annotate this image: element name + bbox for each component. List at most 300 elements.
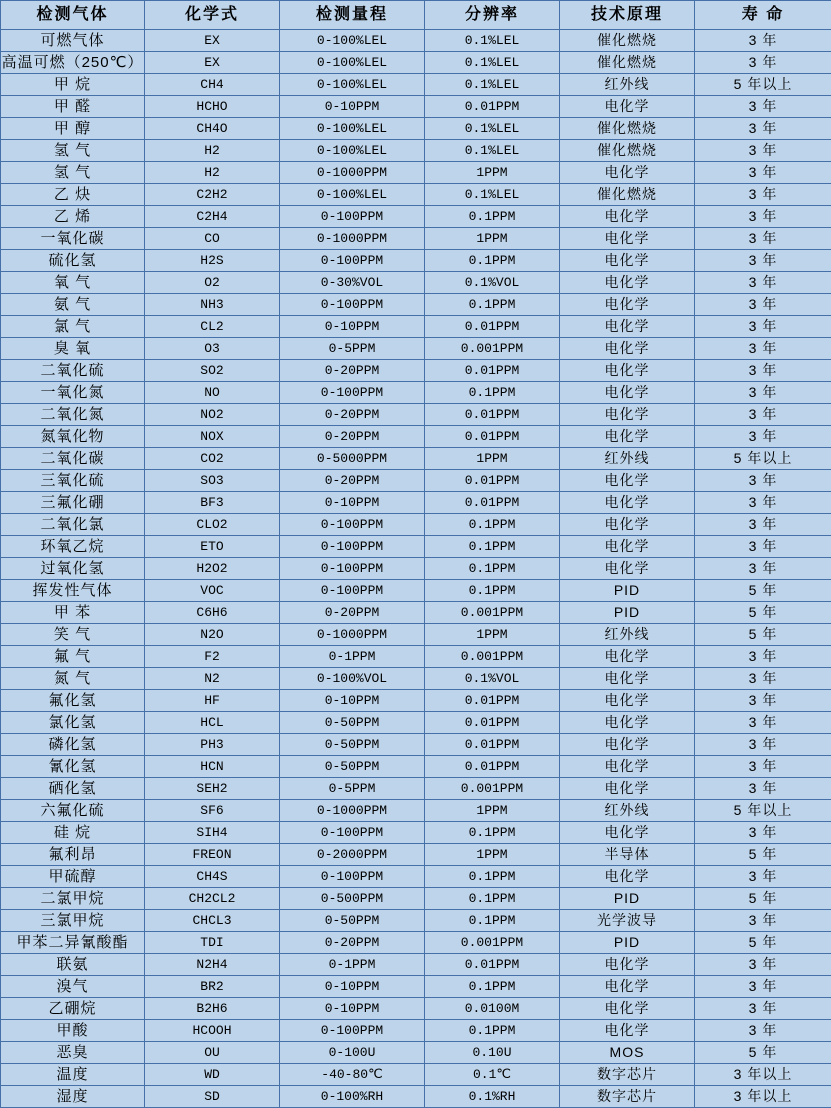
cell-gas: 氯 气 bbox=[1, 316, 145, 338]
cell-principle: 电化学 bbox=[560, 734, 695, 756]
table-row bbox=[1, 602, 831, 624]
cell-resolution: 0.1PPM bbox=[425, 206, 560, 228]
cell-formula: H2S bbox=[145, 250, 280, 272]
cell-formula: CH4O bbox=[145, 118, 280, 140]
cell-life: 3 年 bbox=[695, 558, 831, 580]
cell-formula: TDI bbox=[145, 932, 280, 954]
cell-resolution: 1PPM bbox=[425, 844, 560, 866]
cell-formula: FREON bbox=[145, 844, 280, 866]
cell-principle: 催化燃烧 bbox=[560, 118, 695, 140]
cell-gas: 氰化氢 bbox=[1, 756, 145, 778]
cell-principle: 红外线 bbox=[560, 448, 695, 470]
cell-formula: CH2CL2 bbox=[145, 888, 280, 910]
cell-gas: 氯化氢 bbox=[1, 712, 145, 734]
cell-formula: EX bbox=[145, 52, 280, 74]
cell-formula: PH3 bbox=[145, 734, 280, 756]
cell-range: 0-1000PPM bbox=[280, 624, 425, 646]
cell-life: 3 年 bbox=[695, 690, 831, 712]
cell-range: 0-5000PPM bbox=[280, 448, 425, 470]
cell-range: 0-5PPM bbox=[280, 338, 425, 360]
cell-principle: 红外线 bbox=[560, 800, 695, 822]
cell-range: 0-20PPM bbox=[280, 360, 425, 382]
cell-principle: 数字芯片 bbox=[560, 1064, 695, 1086]
cell-resolution: 0.1%LEL bbox=[425, 30, 560, 52]
cell-formula: VOC bbox=[145, 580, 280, 602]
table-row bbox=[1, 580, 831, 602]
cell-formula: NOX bbox=[145, 426, 280, 448]
table-row bbox=[1, 954, 831, 976]
cell-resolution: 0.01PPM bbox=[425, 426, 560, 448]
cell-gas: 三氟化硼 bbox=[1, 492, 145, 514]
cell-life: 5 年以上 bbox=[695, 800, 831, 822]
cell-life: 3 年 bbox=[695, 272, 831, 294]
cell-formula: WD bbox=[145, 1064, 280, 1086]
cell-gas: 溴气 bbox=[1, 976, 145, 998]
column-header-gas: 检测气体 bbox=[1, 1, 145, 30]
table-row bbox=[1, 316, 831, 338]
cell-formula: SF6 bbox=[145, 800, 280, 822]
cell-life: 5 年 bbox=[695, 888, 831, 910]
cell-gas: 联氨 bbox=[1, 954, 145, 976]
cell-formula: H2 bbox=[145, 162, 280, 184]
cell-formula: NO2 bbox=[145, 404, 280, 426]
cell-life: 3 年 bbox=[695, 30, 831, 52]
cell-range: 0-100U bbox=[280, 1042, 425, 1064]
cell-formula: SEH2 bbox=[145, 778, 280, 800]
cell-resolution: 0.001PPM bbox=[425, 778, 560, 800]
cell-range: 0-100%LEL bbox=[280, 30, 425, 52]
cell-formula: BR2 bbox=[145, 976, 280, 998]
cell-gas: 氟 气 bbox=[1, 646, 145, 668]
cell-life: 5 年以上 bbox=[695, 74, 831, 96]
cell-range: 0-20PPM bbox=[280, 404, 425, 426]
cell-formula: H2 bbox=[145, 140, 280, 162]
table-row bbox=[1, 492, 831, 514]
table-row bbox=[1, 52, 831, 74]
cell-principle: 红外线 bbox=[560, 624, 695, 646]
cell-resolution: 0.01PPM bbox=[425, 756, 560, 778]
cell-range: 0-100PPM bbox=[280, 294, 425, 316]
cell-range: 0-100PPM bbox=[280, 1020, 425, 1042]
cell-gas: 笑 气 bbox=[1, 624, 145, 646]
cell-life: 3 年 bbox=[695, 668, 831, 690]
cell-formula: B2H6 bbox=[145, 998, 280, 1020]
cell-range: 0-5PPM bbox=[280, 778, 425, 800]
cell-formula: F2 bbox=[145, 646, 280, 668]
cell-gas: 环氧乙烷 bbox=[1, 536, 145, 558]
cell-range: 0-50PPM bbox=[280, 910, 425, 932]
cell-resolution: 0.1PPM bbox=[425, 866, 560, 888]
cell-range: 0-500PPM bbox=[280, 888, 425, 910]
cell-range: 0-50PPM bbox=[280, 756, 425, 778]
cell-formula: HCL bbox=[145, 712, 280, 734]
cell-range: 0-50PPM bbox=[280, 712, 425, 734]
table-row bbox=[1, 272, 831, 294]
table-row bbox=[1, 910, 831, 932]
cell-resolution: 0.01PPM bbox=[425, 712, 560, 734]
cell-principle: PID bbox=[560, 932, 695, 954]
cell-range: 0-100PPM bbox=[280, 206, 425, 228]
table-row bbox=[1, 888, 831, 910]
cell-formula: HCN bbox=[145, 756, 280, 778]
cell-life: 3 年以上 bbox=[695, 1086, 831, 1108]
cell-resolution: 1PPM bbox=[425, 448, 560, 470]
cell-gas: 过氧化氢 bbox=[1, 558, 145, 580]
table-row bbox=[1, 382, 831, 404]
cell-formula: CLO2 bbox=[145, 514, 280, 536]
cell-principle: 红外线 bbox=[560, 74, 695, 96]
cell-range: 0-100%LEL bbox=[280, 74, 425, 96]
cell-principle: 电化学 bbox=[560, 272, 695, 294]
column-header-life: 寿 命 bbox=[695, 1, 831, 30]
cell-life: 3 年 bbox=[695, 206, 831, 228]
cell-life: 5 年 bbox=[695, 624, 831, 646]
cell-life: 5 年 bbox=[695, 844, 831, 866]
cell-life: 5 年以上 bbox=[695, 448, 831, 470]
table-row bbox=[1, 1042, 831, 1064]
cell-life: 3 年 bbox=[695, 250, 831, 272]
cell-gas: 二氧化硫 bbox=[1, 360, 145, 382]
cell-resolution: 0.1PPM bbox=[425, 536, 560, 558]
table-row bbox=[1, 734, 831, 756]
cell-gas: 甲酸 bbox=[1, 1020, 145, 1042]
table-row bbox=[1, 294, 831, 316]
cell-life: 3 年 bbox=[695, 338, 831, 360]
table-row bbox=[1, 74, 831, 96]
table-row bbox=[1, 404, 831, 426]
cell-formula: N2 bbox=[145, 668, 280, 690]
table-row bbox=[1, 646, 831, 668]
table-row bbox=[1, 228, 831, 250]
cell-formula: C2H2 bbox=[145, 184, 280, 206]
cell-principle: MOS bbox=[560, 1042, 695, 1064]
cell-gas: 二氯甲烷 bbox=[1, 888, 145, 910]
cell-principle: 电化学 bbox=[560, 514, 695, 536]
cell-resolution: 0.1%RH bbox=[425, 1086, 560, 1108]
cell-formula: NO bbox=[145, 382, 280, 404]
cell-principle: 催化燃烧 bbox=[560, 184, 695, 206]
cell-formula: C6H6 bbox=[145, 602, 280, 624]
cell-formula: O2 bbox=[145, 272, 280, 294]
cell-principle: PID bbox=[560, 580, 695, 602]
cell-principle: 催化燃烧 bbox=[560, 52, 695, 74]
cell-formula: NH3 bbox=[145, 294, 280, 316]
column-header-range: 检测量程 bbox=[280, 1, 425, 30]
table-row bbox=[1, 1086, 831, 1108]
cell-resolution: 0.1%VOL bbox=[425, 668, 560, 690]
cell-life: 3 年 bbox=[695, 492, 831, 514]
cell-range: -40-80℃ bbox=[280, 1064, 425, 1086]
cell-formula: SO2 bbox=[145, 360, 280, 382]
cell-range: 0-100PPM bbox=[280, 536, 425, 558]
cell-resolution: 0.01PPM bbox=[425, 360, 560, 382]
cell-life: 3 年 bbox=[695, 96, 831, 118]
table-header bbox=[1, 1, 831, 30]
column-header-principle: 技术原理 bbox=[560, 1, 695, 30]
cell-life: 5 年 bbox=[695, 602, 831, 624]
cell-principle: 催化燃烧 bbox=[560, 30, 695, 52]
column-header-formula: 化学式 bbox=[145, 1, 280, 30]
cell-gas: 臭 氧 bbox=[1, 338, 145, 360]
table-row bbox=[1, 668, 831, 690]
cell-gas: 氟利昂 bbox=[1, 844, 145, 866]
table-row bbox=[1, 184, 831, 206]
cell-gas: 硒化氢 bbox=[1, 778, 145, 800]
cell-resolution: 0.1PPM bbox=[425, 976, 560, 998]
cell-resolution: 0.01PPM bbox=[425, 470, 560, 492]
cell-range: 0-100%LEL bbox=[280, 140, 425, 162]
cell-resolution: 0.1%LEL bbox=[425, 184, 560, 206]
cell-range: 0-100%RH bbox=[280, 1086, 425, 1108]
cell-range: 0-1PPM bbox=[280, 954, 425, 976]
cell-range: 0-100%LEL bbox=[280, 118, 425, 140]
table-row bbox=[1, 140, 831, 162]
cell-resolution: 0.01PPM bbox=[425, 404, 560, 426]
cell-formula: CL2 bbox=[145, 316, 280, 338]
table-row bbox=[1, 426, 831, 448]
cell-formula: SD bbox=[145, 1086, 280, 1108]
cell-life: 3 年 bbox=[695, 778, 831, 800]
cell-formula: HF bbox=[145, 690, 280, 712]
cell-life: 3 年 bbox=[695, 866, 831, 888]
cell-gas: 氢 气 bbox=[1, 140, 145, 162]
cell-gas: 温度 bbox=[1, 1064, 145, 1086]
cell-principle: 电化学 bbox=[560, 690, 695, 712]
cell-gas: 乙 炔 bbox=[1, 184, 145, 206]
table-row bbox=[1, 712, 831, 734]
cell-formula: C2H4 bbox=[145, 206, 280, 228]
cell-formula: ETO bbox=[145, 536, 280, 558]
cell-gas: 恶臭 bbox=[1, 1042, 145, 1064]
cell-life: 3 年 bbox=[695, 954, 831, 976]
column-header-resolution: 分辨率 bbox=[425, 1, 560, 30]
cell-formula: SIH4 bbox=[145, 822, 280, 844]
cell-resolution: 0.1%VOL bbox=[425, 272, 560, 294]
cell-gas: 氮氧化物 bbox=[1, 426, 145, 448]
cell-range: 0-20PPM bbox=[280, 932, 425, 954]
table-row bbox=[1, 800, 831, 822]
cell-life: 3 年 bbox=[695, 470, 831, 492]
cell-principle: 电化学 bbox=[560, 228, 695, 250]
cell-range: 0-100PPM bbox=[280, 250, 425, 272]
cell-principle: 电化学 bbox=[560, 338, 695, 360]
cell-resolution: 0.10U bbox=[425, 1042, 560, 1064]
cell-principle: 电化学 bbox=[560, 162, 695, 184]
cell-range: 0-2000PPM bbox=[280, 844, 425, 866]
cell-life: 3 年 bbox=[695, 404, 831, 426]
cell-principle: 电化学 bbox=[560, 250, 695, 272]
cell-principle: PID bbox=[560, 602, 695, 624]
cell-resolution: 0.1PPM bbox=[425, 888, 560, 910]
cell-formula: CH4S bbox=[145, 866, 280, 888]
cell-principle: 催化燃烧 bbox=[560, 140, 695, 162]
cell-life: 3 年 bbox=[695, 184, 831, 206]
cell-resolution: 0.1PPM bbox=[425, 910, 560, 932]
cell-resolution: 0.1%LEL bbox=[425, 52, 560, 74]
cell-range: 0-1000PPM bbox=[280, 800, 425, 822]
cell-principle: 数字芯片 bbox=[560, 1086, 695, 1108]
cell-gas: 乙硼烷 bbox=[1, 998, 145, 1020]
cell-life: 3 年 bbox=[695, 316, 831, 338]
table-row bbox=[1, 690, 831, 712]
cell-life: 3 年 bbox=[695, 998, 831, 1020]
cell-gas: 磷化氢 bbox=[1, 734, 145, 756]
table-row bbox=[1, 536, 831, 558]
table-row bbox=[1, 778, 831, 800]
table-row bbox=[1, 206, 831, 228]
cell-range: 0-100PPM bbox=[280, 382, 425, 404]
cell-range: 0-100%LEL bbox=[280, 184, 425, 206]
cell-formula: H2O2 bbox=[145, 558, 280, 580]
table-row bbox=[1, 162, 831, 184]
cell-principle: 电化学 bbox=[560, 712, 695, 734]
table-row bbox=[1, 756, 831, 778]
table-row bbox=[1, 514, 831, 536]
cell-principle: 电化学 bbox=[560, 426, 695, 448]
cell-principle: 光学波导 bbox=[560, 910, 695, 932]
cell-range: 0-100%VOL bbox=[280, 668, 425, 690]
cell-principle: 电化学 bbox=[560, 96, 695, 118]
cell-formula: HCOOH bbox=[145, 1020, 280, 1042]
cell-gas: 一氧化氮 bbox=[1, 382, 145, 404]
cell-resolution: 0.1%LEL bbox=[425, 74, 560, 96]
cell-resolution: 1PPM bbox=[425, 800, 560, 822]
cell-principle: 电化学 bbox=[560, 404, 695, 426]
cell-resolution: 0.1PPM bbox=[425, 294, 560, 316]
cell-resolution: 0.001PPM bbox=[425, 602, 560, 624]
cell-resolution: 0.01PPM bbox=[425, 690, 560, 712]
cell-principle: 电化学 bbox=[560, 822, 695, 844]
cell-life: 3 年 bbox=[695, 228, 831, 250]
cell-range: 0-20PPM bbox=[280, 426, 425, 448]
cell-resolution: 0.01PPM bbox=[425, 954, 560, 976]
cell-range: 0-100PPM bbox=[280, 580, 425, 602]
cell-life: 3 年 bbox=[695, 52, 831, 74]
cell-life: 3 年 bbox=[695, 734, 831, 756]
cell-gas: 氨 气 bbox=[1, 294, 145, 316]
cell-resolution: 0.1PPM bbox=[425, 558, 560, 580]
cell-range: 0-100PPM bbox=[280, 822, 425, 844]
cell-principle: 半导体 bbox=[560, 844, 695, 866]
cell-gas: 湿度 bbox=[1, 1086, 145, 1108]
cell-gas: 甲 醇 bbox=[1, 118, 145, 140]
table-row bbox=[1, 998, 831, 1020]
cell-range: 0-20PPM bbox=[280, 470, 425, 492]
cell-formula: CHCL3 bbox=[145, 910, 280, 932]
cell-life: 3 年 bbox=[695, 712, 831, 734]
cell-principle: 电化学 bbox=[560, 382, 695, 404]
cell-life: 3 年 bbox=[695, 382, 831, 404]
cell-life: 3 年 bbox=[695, 140, 831, 162]
cell-principle: 电化学 bbox=[560, 646, 695, 668]
cell-formula: CH4 bbox=[145, 74, 280, 96]
cell-resolution: 0.1℃ bbox=[425, 1064, 560, 1086]
cell-principle: 电化学 bbox=[560, 998, 695, 1020]
cell-gas: 挥发性气体 bbox=[1, 580, 145, 602]
table-row bbox=[1, 470, 831, 492]
cell-range: 0-100%LEL bbox=[280, 52, 425, 74]
cell-life: 3 年 bbox=[695, 822, 831, 844]
cell-life: 5 年 bbox=[695, 580, 831, 602]
cell-principle: PID bbox=[560, 888, 695, 910]
cell-principle: 电化学 bbox=[560, 954, 695, 976]
cell-principle: 电化学 bbox=[560, 360, 695, 382]
table-row bbox=[1, 250, 831, 272]
cell-range: 0-10PPM bbox=[280, 96, 425, 118]
cell-principle: 电化学 bbox=[560, 206, 695, 228]
cell-range: 0-10PPM bbox=[280, 998, 425, 1020]
table-row bbox=[1, 30, 831, 52]
cell-range: 0-10PPM bbox=[280, 492, 425, 514]
cell-life: 3 年 bbox=[695, 536, 831, 558]
cell-resolution: 0.01PPM bbox=[425, 316, 560, 338]
cell-gas: 氧 气 bbox=[1, 272, 145, 294]
cell-gas: 二氧化碳 bbox=[1, 448, 145, 470]
cell-principle: 电化学 bbox=[560, 756, 695, 778]
cell-formula: N2O bbox=[145, 624, 280, 646]
cell-formula: OU bbox=[145, 1042, 280, 1064]
cell-principle: 电化学 bbox=[560, 536, 695, 558]
cell-range: 0-20PPM bbox=[280, 602, 425, 624]
table-row bbox=[1, 822, 831, 844]
cell-gas: 乙 烯 bbox=[1, 206, 145, 228]
cell-range: 0-1PPM bbox=[280, 646, 425, 668]
table-row bbox=[1, 932, 831, 954]
cell-gas: 甲 烷 bbox=[1, 74, 145, 96]
cell-life: 3 年 bbox=[695, 646, 831, 668]
cell-resolution: 0.01PPM bbox=[425, 734, 560, 756]
cell-gas: 氢 气 bbox=[1, 162, 145, 184]
table-row bbox=[1, 338, 831, 360]
cell-gas: 一氧化碳 bbox=[1, 228, 145, 250]
table-row bbox=[1, 844, 831, 866]
cell-resolution: 0.1%LEL bbox=[425, 118, 560, 140]
cell-principle: 电化学 bbox=[560, 668, 695, 690]
cell-resolution: 0.001PPM bbox=[425, 932, 560, 954]
cell-gas: 硫化氢 bbox=[1, 250, 145, 272]
table-row bbox=[1, 976, 831, 998]
table-row bbox=[1, 1020, 831, 1042]
table-row bbox=[1, 118, 831, 140]
cell-principle: 电化学 bbox=[560, 558, 695, 580]
cell-range: 0-10PPM bbox=[280, 690, 425, 712]
cell-range: 0-50PPM bbox=[280, 734, 425, 756]
table-row bbox=[1, 96, 831, 118]
cell-life: 3 年 bbox=[695, 910, 831, 932]
cell-principle: 电化学 bbox=[560, 976, 695, 998]
cell-life: 5 年 bbox=[695, 1042, 831, 1064]
cell-range: 0-100PPM bbox=[280, 514, 425, 536]
table-row bbox=[1, 360, 831, 382]
cell-range: 0-10PPM bbox=[280, 976, 425, 998]
cell-life: 3 年 bbox=[695, 360, 831, 382]
cell-resolution: 0.1PPM bbox=[425, 250, 560, 272]
cell-gas: 二氧化氮 bbox=[1, 404, 145, 426]
cell-gas: 氮 气 bbox=[1, 668, 145, 690]
cell-resolution: 0.1PPM bbox=[425, 1020, 560, 1042]
cell-gas: 高温可燃（250℃） bbox=[1, 52, 145, 74]
cell-gas: 硅 烷 bbox=[1, 822, 145, 844]
cell-life: 3 年 bbox=[695, 118, 831, 140]
table-header-row bbox=[1, 1, 831, 30]
cell-resolution: 1PPM bbox=[425, 624, 560, 646]
cell-life: 3 年 bbox=[695, 976, 831, 998]
cell-gas: 甲苯二异氰酸酯 bbox=[1, 932, 145, 954]
cell-resolution: 0.1%LEL bbox=[425, 140, 560, 162]
cell-life: 3 年以上 bbox=[695, 1064, 831, 1086]
table-body bbox=[1, 30, 831, 1108]
cell-resolution: 0.0100M bbox=[425, 998, 560, 1020]
